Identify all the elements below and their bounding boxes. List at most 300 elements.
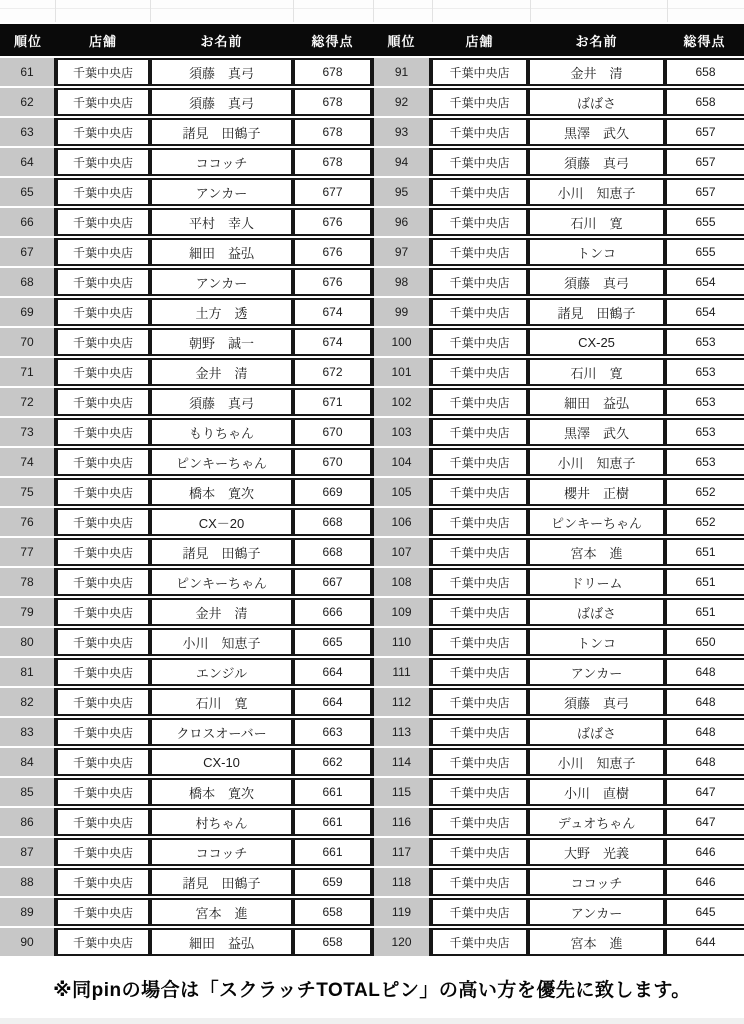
cell-name: クロスオーバー	[150, 718, 293, 746]
table-row	[0, 298, 372, 326]
cell-score: 676	[293, 208, 372, 236]
cell-name: アンカー	[150, 268, 293, 296]
cell-rank: 83	[0, 718, 56, 746]
table-row	[372, 88, 744, 116]
faint-grid-line	[530, 0, 531, 22]
cell-rank: 71	[0, 358, 56, 386]
cell-name: ココッチ	[528, 868, 665, 896]
cell-rank: 80	[0, 628, 56, 656]
cell-score: 653	[665, 448, 744, 476]
cell-score: 664	[293, 688, 372, 716]
cell-name: 須藤 真弓	[528, 688, 665, 716]
cell-score: 662	[293, 748, 372, 776]
cell-rank: 89	[0, 898, 56, 926]
cell-rank: 94	[372, 148, 431, 176]
cell-score: 652	[665, 508, 744, 536]
cell-store: 千葉中央店	[431, 238, 528, 266]
cell-score: 678	[293, 88, 372, 116]
cell-store: 千葉中央店	[431, 148, 528, 176]
cell-score: 655	[665, 208, 744, 236]
cell-score: 655	[665, 238, 744, 266]
cell-name: 細田 益弘	[150, 928, 293, 956]
cell-rank: 64	[0, 148, 56, 176]
cell-name: ばばさ	[528, 718, 665, 746]
faint-grid-line	[373, 0, 374, 22]
table-row	[0, 508, 372, 536]
cell-name: 諸見 田鶴子	[150, 868, 293, 896]
table-row	[372, 328, 744, 356]
cell-score: 651	[665, 568, 744, 596]
cell-name: ドリーム	[528, 568, 665, 596]
cell-rank: 117	[372, 838, 431, 866]
cell-rank: 91	[372, 58, 431, 86]
cell-rank: 92	[372, 88, 431, 116]
column-header-name: お名前	[528, 24, 665, 56]
cell-rank: 109	[372, 598, 431, 626]
table-row	[0, 808, 372, 836]
cell-name: トンコ	[528, 628, 665, 656]
cell-rank: 110	[372, 628, 431, 656]
table-row	[0, 418, 372, 446]
cell-rank: 105	[372, 478, 431, 506]
cell-score: 651	[665, 538, 744, 566]
cell-name: ピンキーちゃん	[150, 568, 293, 596]
cell-name: 黒澤 武久	[528, 118, 665, 146]
table-row	[0, 208, 372, 236]
header-row	[0, 24, 372, 56]
cell-store: 千葉中央店	[431, 178, 528, 206]
cell-score: 658	[665, 58, 744, 86]
cell-rank: 77	[0, 538, 56, 566]
cell-score: 668	[293, 508, 372, 536]
column-header-store: 店舗	[56, 24, 150, 56]
cell-name: 諸見 田鶴子	[150, 538, 293, 566]
cell-rank: 76	[0, 508, 56, 536]
cell-name: CX-25	[528, 328, 665, 356]
table-row	[0, 118, 372, 146]
cell-name: トンコ	[528, 238, 665, 266]
table-row	[0, 778, 372, 806]
cell-name: 諸見 田鶴子	[150, 118, 293, 146]
cell-store: 千葉中央店	[56, 58, 150, 86]
cell-store: 千葉中央店	[56, 418, 150, 446]
table-row	[372, 268, 744, 296]
cell-rank: 66	[0, 208, 56, 236]
cell-score: 648	[665, 748, 744, 776]
cell-name: 黒澤 武久	[528, 418, 665, 446]
table-row	[0, 928, 372, 956]
cell-name: 朝野 誠一	[150, 328, 293, 356]
table-row	[0, 658, 372, 686]
cell-score: 645	[665, 898, 744, 926]
faint-grid-line	[667, 0, 668, 22]
cell-name: ばばさ	[528, 598, 665, 626]
table-row	[372, 148, 744, 176]
top-margin-strip	[0, 0, 744, 22]
cell-name: 金井 清	[150, 598, 293, 626]
cell-score: 653	[665, 328, 744, 356]
table-row	[372, 838, 744, 866]
cell-score: 657	[665, 178, 744, 206]
cell-store: 千葉中央店	[431, 748, 528, 776]
cell-rank: 86	[0, 808, 56, 836]
cell-name: ばばさ	[528, 88, 665, 116]
cell-name: もりちゃん	[150, 418, 293, 446]
cell-score: 644	[665, 928, 744, 956]
cell-name: 石川 寛	[528, 358, 665, 386]
table-row	[372, 778, 744, 806]
cell-score: 670	[293, 418, 372, 446]
cell-store: 千葉中央店	[431, 868, 528, 896]
cell-rank: 95	[372, 178, 431, 206]
table-row	[372, 598, 744, 626]
cell-name: 細田 益弘	[528, 388, 665, 416]
table-row	[0, 748, 372, 776]
column-header-rank: 順位	[0, 24, 56, 56]
cell-store: 千葉中央店	[56, 928, 150, 956]
cell-name: デュオちゃん	[528, 808, 665, 836]
table-row	[0, 478, 372, 506]
cell-score: 653	[665, 358, 744, 386]
cell-name: 小川 直樹	[528, 778, 665, 806]
cell-rank: 112	[372, 688, 431, 716]
cell-name: 石川 寛	[528, 208, 665, 236]
cell-score: 668	[293, 538, 372, 566]
cell-rank: 78	[0, 568, 56, 596]
cell-store: 千葉中央店	[56, 478, 150, 506]
cell-name: 宮本 進	[528, 928, 665, 956]
cell-score: 654	[665, 298, 744, 326]
table-row	[0, 868, 372, 896]
tiebreak-note: ※同pinの場合は「スクラッチTOTALピン」の高い方を優先に致します。	[53, 979, 691, 1001]
table-row	[0, 538, 372, 566]
table-row	[0, 148, 372, 176]
cell-score: 653	[665, 418, 744, 446]
cell-score: 666	[293, 598, 372, 626]
cell-rank: 73	[0, 418, 56, 446]
cell-store: 千葉中央店	[431, 658, 528, 686]
cell-score: 647	[665, 778, 744, 806]
table-row	[0, 268, 372, 296]
cell-store: 千葉中央店	[56, 268, 150, 296]
table-row	[372, 448, 744, 476]
cell-name: 平村 幸人	[150, 208, 293, 236]
cell-rank: 75	[0, 478, 56, 506]
table-row	[372, 898, 744, 926]
cell-score: 646	[665, 838, 744, 866]
cell-rank: 63	[0, 118, 56, 146]
table-row	[0, 178, 372, 206]
cell-store: 千葉中央店	[56, 388, 150, 416]
cell-name: 金井 清	[528, 58, 665, 86]
cell-store: 千葉中央店	[431, 298, 528, 326]
cell-rank: 85	[0, 778, 56, 806]
table-row	[372, 418, 744, 446]
cell-store: 千葉中央店	[431, 358, 528, 386]
cell-score: 650	[665, 628, 744, 656]
table-row	[0, 88, 372, 116]
cell-store: 千葉中央店	[431, 628, 528, 656]
cell-name: 小川 知恵子	[528, 748, 665, 776]
bottom-margin-strip	[0, 1018, 744, 1024]
cell-name: 土方 透	[150, 298, 293, 326]
cell-store: 千葉中央店	[431, 448, 528, 476]
table-row	[0, 58, 372, 86]
cell-score: 658	[293, 928, 372, 956]
cell-store: 千葉中央店	[56, 718, 150, 746]
cell-store: 千葉中央店	[56, 568, 150, 596]
cell-rank: 119	[372, 898, 431, 926]
cell-store: 千葉中央店	[56, 238, 150, 266]
cell-store: 千葉中央店	[431, 268, 528, 296]
table-row	[0, 898, 372, 926]
table-row	[372, 748, 744, 776]
table-row	[372, 658, 744, 686]
cell-name: 小川 知恵子	[528, 448, 665, 476]
footer	[0, 958, 744, 1018]
cell-rank: 100	[372, 328, 431, 356]
cell-store: 千葉中央店	[431, 478, 528, 506]
cell-store: 千葉中央店	[431, 808, 528, 836]
cell-store: 千葉中央店	[431, 598, 528, 626]
column-header-store: 店舗	[431, 24, 528, 56]
cell-rank: 118	[372, 868, 431, 896]
cell-rank: 96	[372, 208, 431, 236]
cell-store: 千葉中央店	[431, 118, 528, 146]
cell-name: CX-10	[150, 748, 293, 776]
cell-rank: 101	[372, 358, 431, 386]
cell-store: 千葉中央店	[431, 418, 528, 446]
cell-rank: 61	[0, 58, 56, 86]
table-row	[372, 568, 744, 596]
table-row	[0, 688, 372, 716]
cell-score: 678	[293, 118, 372, 146]
table-row	[372, 478, 744, 506]
cell-rank: 67	[0, 238, 56, 266]
cell-score: 670	[293, 448, 372, 476]
cell-name: 村ちゃん	[150, 808, 293, 836]
cell-store: 千葉中央店	[56, 808, 150, 836]
cell-name: ココッチ	[150, 838, 293, 866]
cell-name: 宮本 進	[150, 898, 293, 926]
cell-store: 千葉中央店	[56, 628, 150, 656]
cell-rank: 90	[0, 928, 56, 956]
cell-store: 千葉中央店	[431, 898, 528, 926]
cell-name: ピンキーちゃん	[528, 508, 665, 536]
cell-score: 659	[293, 868, 372, 896]
cell-store: 千葉中央店	[56, 328, 150, 356]
cell-store: 千葉中央店	[431, 388, 528, 416]
faint-grid-line	[55, 0, 56, 22]
cell-store: 千葉中央店	[431, 778, 528, 806]
cell-score: 652	[665, 478, 744, 506]
cell-score: 663	[293, 718, 372, 746]
cell-store: 千葉中央店	[431, 328, 528, 356]
cell-score: 657	[665, 118, 744, 146]
table-row	[0, 238, 372, 266]
cell-rank: 99	[372, 298, 431, 326]
cell-rank: 79	[0, 598, 56, 626]
cell-score: 654	[665, 268, 744, 296]
cell-store: 千葉中央店	[56, 448, 150, 476]
table-row	[0, 328, 372, 356]
table-row	[0, 358, 372, 386]
cell-score: 674	[293, 298, 372, 326]
cell-store: 千葉中央店	[56, 298, 150, 326]
cell-score: 661	[293, 808, 372, 836]
cell-rank: 88	[0, 868, 56, 896]
cell-store: 千葉中央店	[431, 928, 528, 956]
table-row	[372, 628, 744, 656]
cell-store: 千葉中央店	[431, 838, 528, 866]
column-header-name: お名前	[150, 24, 293, 56]
cell-rank: 81	[0, 658, 56, 686]
cell-rank: 104	[372, 448, 431, 476]
cell-name: 大野 光義	[528, 838, 665, 866]
cell-score: 664	[293, 658, 372, 686]
cell-store: 千葉中央店	[431, 508, 528, 536]
cell-store: 千葉中央店	[56, 868, 150, 896]
table-row	[372, 238, 744, 266]
cell-name: 小川 知恵子	[150, 628, 293, 656]
cell-rank: 120	[372, 928, 431, 956]
cell-name: ココッチ	[150, 148, 293, 176]
cell-rank: 103	[372, 418, 431, 446]
cell-rank: 114	[372, 748, 431, 776]
cell-name: アンカー	[528, 658, 665, 686]
cell-rank: 111	[372, 658, 431, 686]
cell-store: 千葉中央店	[56, 538, 150, 566]
cell-score: 677	[293, 178, 372, 206]
cell-name: 須藤 真弓	[528, 268, 665, 296]
table-row	[0, 448, 372, 476]
cell-rank: 82	[0, 688, 56, 716]
table-row	[372, 178, 744, 206]
column-header-score: 総得点	[293, 24, 372, 56]
cell-store: 千葉中央店	[56, 178, 150, 206]
cell-name: エンジル	[150, 658, 293, 686]
cell-name: アンカー	[150, 178, 293, 206]
table-row	[372, 388, 744, 416]
cell-store: 千葉中央店	[431, 568, 528, 596]
table-row	[0, 838, 372, 866]
cell-rank: 93	[372, 118, 431, 146]
cell-score: 647	[665, 808, 744, 836]
faint-grid-line	[0, 8, 744, 9]
cell-store: 千葉中央店	[56, 88, 150, 116]
cell-name: 橋本 寛次	[150, 478, 293, 506]
table-row	[372, 58, 744, 86]
cell-rank: 68	[0, 268, 56, 296]
cell-score: 672	[293, 358, 372, 386]
cell-score: 653	[665, 388, 744, 416]
cell-score: 648	[665, 718, 744, 746]
cell-score: 678	[293, 58, 372, 86]
cell-store: 千葉中央店	[431, 688, 528, 716]
cell-rank: 87	[0, 838, 56, 866]
cell-score: 648	[665, 688, 744, 716]
header-row	[372, 24, 744, 56]
table-row	[372, 538, 744, 566]
cell-rank: 72	[0, 388, 56, 416]
cell-name: 宮本 進	[528, 538, 665, 566]
cell-score: 676	[293, 238, 372, 266]
cell-name: 須藤 真弓	[150, 388, 293, 416]
cell-store: 千葉中央店	[56, 598, 150, 626]
cell-score: 678	[293, 148, 372, 176]
cell-score: 658	[293, 898, 372, 926]
cell-store: 千葉中央店	[56, 118, 150, 146]
cell-score: 661	[293, 778, 372, 806]
cell-score: 658	[665, 88, 744, 116]
table-row	[372, 688, 744, 716]
ranking-tables	[0, 22, 744, 958]
cell-name: アンカー	[528, 898, 665, 926]
table-row	[372, 928, 744, 956]
cell-rank: 70	[0, 328, 56, 356]
cell-store: 千葉中央店	[56, 508, 150, 536]
cell-store: 千葉中央店	[56, 208, 150, 236]
table-row	[0, 598, 372, 626]
cell-name: ピンキーちゃん	[150, 448, 293, 476]
table-row	[372, 118, 744, 146]
cell-score: 665	[293, 628, 372, 656]
table-row	[372, 868, 744, 896]
cell-score: 674	[293, 328, 372, 356]
cell-store: 千葉中央店	[56, 658, 150, 686]
cell-score: 651	[665, 598, 744, 626]
faint-grid-line	[432, 0, 433, 22]
cell-rank: 98	[372, 268, 431, 296]
cell-store: 千葉中央店	[56, 778, 150, 806]
cell-rank: 84	[0, 748, 56, 776]
column-header-rank: 順位	[372, 24, 431, 56]
table-row	[0, 718, 372, 746]
cell-score: 648	[665, 658, 744, 686]
cell-name: 石川 寛	[150, 688, 293, 716]
cell-name: 須藤 真弓	[528, 148, 665, 176]
cell-store: 千葉中央店	[56, 898, 150, 926]
cell-store: 千葉中央店	[431, 88, 528, 116]
faint-grid-line	[293, 0, 294, 22]
cell-name: 橋本 寛次	[150, 778, 293, 806]
cell-name: 細田 益弘	[150, 238, 293, 266]
cell-rank: 108	[372, 568, 431, 596]
faint-grid-line	[150, 0, 151, 22]
cell-rank: 107	[372, 538, 431, 566]
cell-store: 千葉中央店	[431, 718, 528, 746]
table-row	[372, 808, 744, 836]
cell-name: 須藤 真弓	[150, 58, 293, 86]
cell-rank: 116	[372, 808, 431, 836]
table-row	[372, 718, 744, 746]
cell-score: 669	[293, 478, 372, 506]
cell-rank: 65	[0, 178, 56, 206]
cell-score: 671	[293, 388, 372, 416]
cell-rank: 115	[372, 778, 431, 806]
table-row	[0, 388, 372, 416]
table-row	[0, 628, 372, 656]
cell-name: 須藤 真弓	[150, 88, 293, 116]
cell-name: CX－20	[150, 508, 293, 536]
cell-rank: 74	[0, 448, 56, 476]
cell-score: 661	[293, 838, 372, 866]
table-row	[372, 208, 744, 236]
cell-rank: 113	[372, 718, 431, 746]
cell-score: 676	[293, 268, 372, 296]
cell-rank: 106	[372, 508, 431, 536]
cell-name: 小川 知恵子	[528, 178, 665, 206]
